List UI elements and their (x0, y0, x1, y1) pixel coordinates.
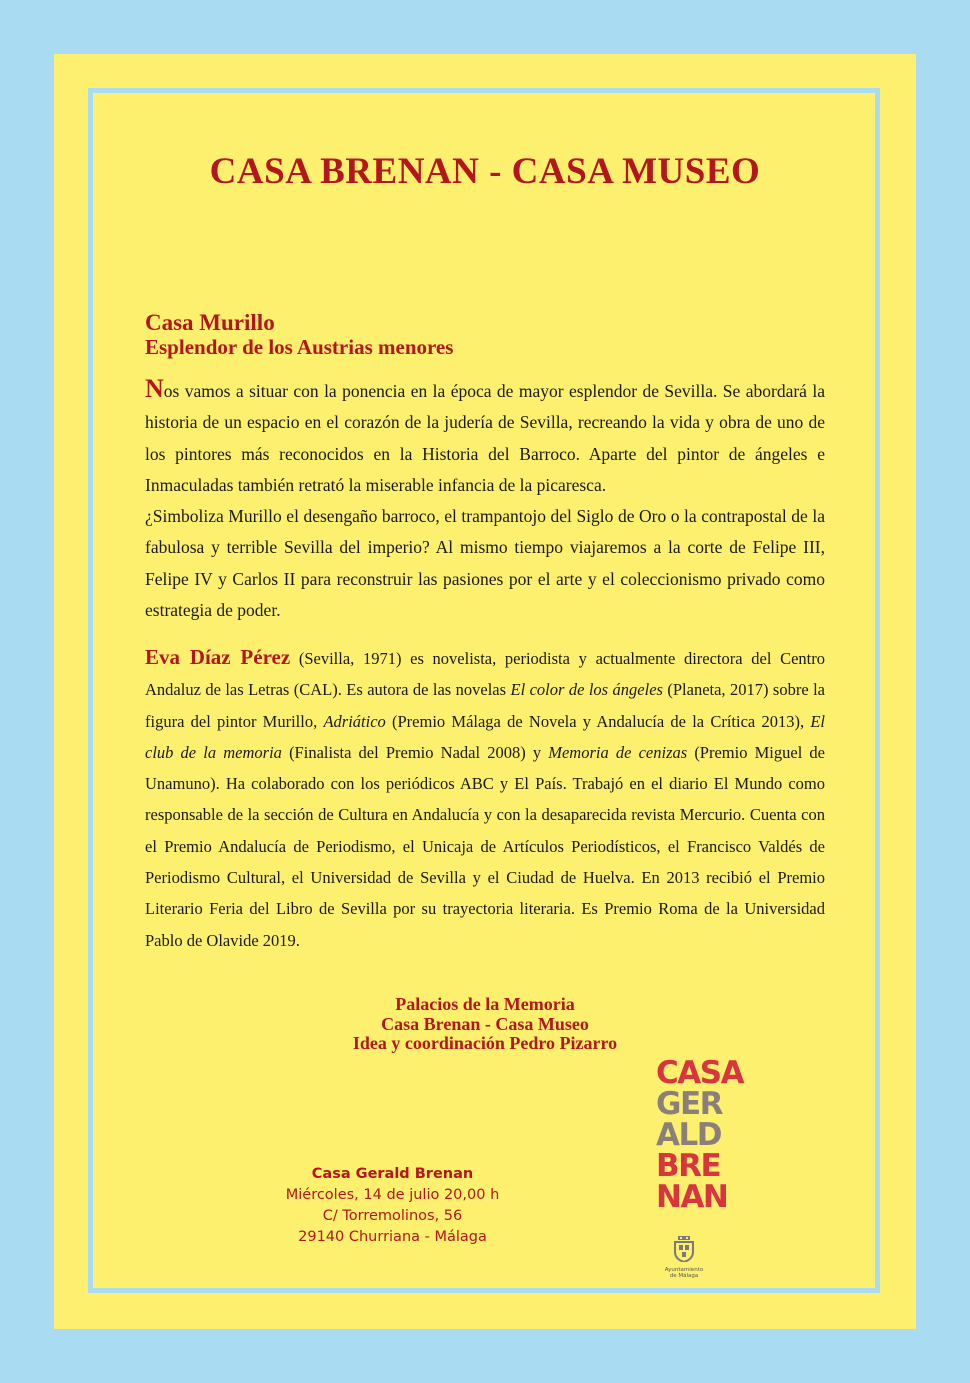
crest-caption-1: Ayuntamiento (664, 1267, 704, 1273)
venue-date: Miércoles, 14 de julio 20,00 h (285, 1187, 500, 1203)
drop-cap: N (145, 374, 164, 403)
venue-name: Casa Gerald Brenan (311, 1166, 474, 1182)
intro-text: os vamos a situar con la ponencia en la época de mayor esplendor de Sevilla. Se abordará la historia de un espacio en el corazón de la judería de Sevilla, recreando la vida y obra de uno de los pintores más reconocidos en la Historia del Barroco. Aparte del pintor de ángeles e Inmaculadas también retrató la miserable infancia de la picaresca. (145, 381, 825, 495)
logo-line-3: ALD (656, 1117, 721, 1153)
crest-caption-2: de Málaga (669, 1273, 699, 1279)
book-title-2: Adriático (323, 711, 386, 731)
venue-city: 29140 Churriana - Málaga (298, 1229, 487, 1245)
bio-text-1: (Sevilla, 1971) es novelista, periodista y actualmente directora del Centro Andaluz de las Letras (CAL). Es autora de las novelas (145, 649, 825, 700)
section-heading: Casa Murillo (145, 310, 275, 335)
venue-address: C/ Torremolinos, 56 (322, 1208, 463, 1224)
bio-text-4: (Finalista del Premio Nadal 2008) y (281, 742, 549, 762)
logo-line-1: CASA (656, 1055, 744, 1091)
venue-block (240, 1164, 545, 1248)
ayuntamiento-crest (660, 1236, 708, 1279)
bio-text-2: (Planeta, 2017) sobre la figura del pintor Murillo, (145, 680, 825, 731)
book-title-1: El color de los ángeles (510, 680, 663, 700)
book-title-3: El club de la memoria (145, 711, 826, 762)
intro-question: ¿Simboliza Murillo el desengaño barroco, el trampantojo del Siglo de Oro o la contrapostal de la fabulosa y terrible Sevilla del imperio? Al mismo tiempo viajaremos a la corte de Felipe III, Felipe IV y Carlos II para reconstruir las pasiones por el arte y el coleccionismo privado como estrategia de poder. (145, 506, 825, 621)
casa-gerald-brenan-logo (656, 1055, 744, 1215)
book-title-4: Memoria de cenizas (548, 742, 688, 762)
bio-paragraph (145, 642, 825, 956)
logo-line-2: GER (656, 1086, 722, 1122)
author-name: Eva Díaz Pérez (145, 645, 291, 669)
logo-line-5: NAN (656, 1179, 728, 1215)
credits-block (0, 995, 970, 1054)
intro-paragraph (145, 373, 825, 626)
page-title: CASA BRENAN - CASA MUSEO (209, 151, 761, 192)
logo-line-4: BRE (656, 1148, 721, 1184)
credits-line-2: Casa Brenan - Casa Museo (381, 1013, 589, 1034)
city-crest-icon (673, 1236, 695, 1262)
bio-text-5: (Premio Miguel de Unamuno). Ha colaborado con los periódicos ABC y El País. Trabajó en el diario El Mundo como responsable de la sección de Cultura en Andalucía y con la desaparecida revista Mercurio. Cuenta con el Premio Andalucía de Periodismo, el Unicaja de Artículos Periodísticos, el Francisco Valdés de Periodismo Cultural, el Universidad de Sevilla y el Ciudad de Huelva. En 2013 recibió el Premio Literario Feria del Libro de Sevilla por su trayectoria literaria. Es Premio Roma de la Universidad Pablo de Olavide 2019. (145, 742, 826, 950)
credits-line-3: Idea y coordinación Pedro Pizarro (352, 1033, 618, 1053)
bio-text-3: (Premio Málaga de Novela y Andalucía de la Crítica 2013), (385, 711, 811, 731)
credits-line-1: Palacios de la Memoria (395, 994, 575, 1014)
section-subheading: Esplendor de los Austrias menores (145, 335, 454, 359)
